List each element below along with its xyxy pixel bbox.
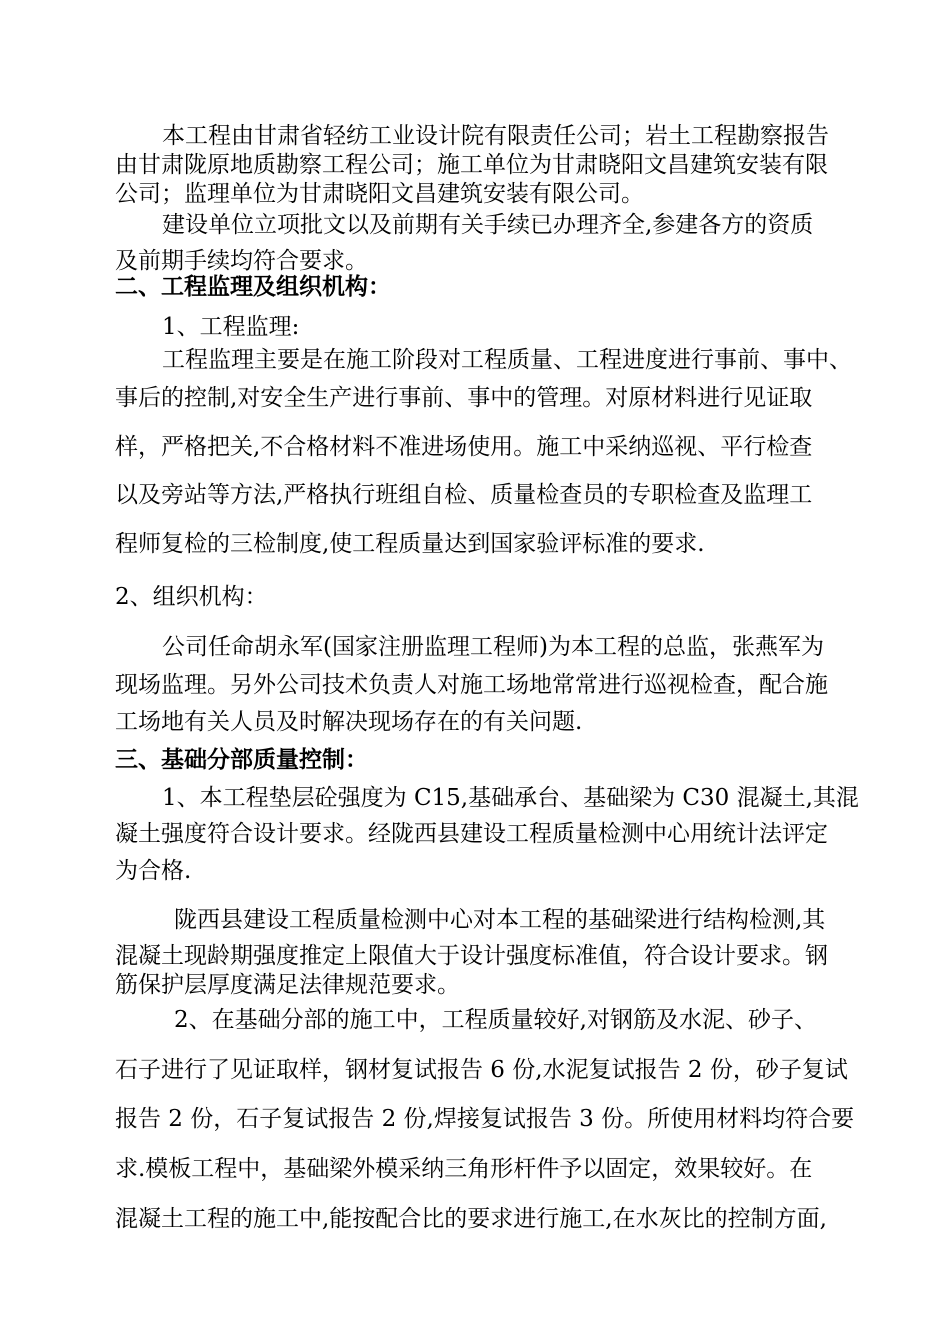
paragraph-line: 凝土强度符合设计要求。经陇西县建设工程质量检测中心用统计法评定: [115, 821, 828, 847]
paragraph-line: 本工程由甘肃省轻纺工业设计院有限责任公司；岩土工程勘察报告: [162, 123, 829, 149]
paragraph-line: 为合格.: [115, 858, 192, 884]
section-heading: 二、工程监理及组织机构：: [115, 273, 391, 300]
paragraph-line: 建设单位立项批文以及前期有关手续已办理齐全,参建各方的资质: [162, 212, 814, 238]
paragraph-line: 及前期手续均符合要求。: [115, 248, 368, 274]
paragraph-line: 混凝土现龄期强度推定上限值大于设计强度标准值，符合设计要求。钢: [115, 943, 828, 969]
paragraph-line: 1、本工程垫层砼强度为 C15,基础承台、基础梁为 C30 混凝土,其混: [162, 785, 859, 811]
paragraph-line: 陇西县建设工程质量检测中心对本工程的基础梁进行结构检测,其: [174, 907, 826, 933]
paragraph-line: 公司；监理单位为甘肃晓阳文昌建筑安装有限公司。: [115, 181, 644, 207]
paragraph-line: 混凝土工程的施工中,能按配合比的要求进行施工,在水灰比的控制方面,: [115, 1206, 827, 1232]
paragraph-line: 工程监理主要是在施工阶段对工程质量、工程进度进行事前、事中、: [162, 347, 852, 373]
subsection-title: 2、组织机构：: [115, 584, 268, 610]
subsection-title: 1、工程监理:: [162, 314, 300, 340]
paragraph-line: 2、在基础分部的施工中，工程质量较好,对钢筋及水泥、砂子、: [174, 1007, 817, 1033]
paragraph-line: 现场监理。另外公司技术负责人对施工场地常常进行巡视检查，配合施: [115, 672, 828, 698]
paragraph-line: 事后的控制,对安全生产进行事前、事中的管理。对原材料进行见证取: [115, 385, 813, 411]
section-heading: 三、基础分部质量控制：: [115, 746, 368, 773]
paragraph-line: 由甘肃陇原地质勘察工程公司；施工单位为甘肃晓阳文昌建筑安装有限: [115, 152, 828, 178]
paragraph-line: 公司任命胡永军(国家注册监理工程师)为本工程的总监，张燕军为: [162, 634, 824, 660]
paragraph-line: 筋保护层厚度满足法律规范要求。: [115, 972, 460, 998]
paragraph-line: 报告 2 份，石子复试报告 2 份,焊接复试报告 3 份。所使用材料均符合要: [115, 1106, 855, 1132]
paragraph-line: 石子进行了见证取样，钢材复试报告 6 份,水泥复试报告 2 份，砂子复试: [115, 1057, 848, 1083]
paragraph-line: 程师复检的三检制度,使工程质量达到国家验评标准的要求.: [115, 531, 705, 557]
paragraph-line: 求.模板工程中，基础梁外模采纳三角形杆件予以固定，效果较好。在: [115, 1156, 813, 1182]
paragraph-line: 以及旁站等方法,严格执行班组自检、质量检查员的专职检查及监理工: [115, 482, 813, 508]
paragraph-line: 工场地有关人员及时解决现场存在的有关问题.: [115, 709, 583, 735]
paragraph-line: 样，严格把关,不合格材料不准进场使用。施工中采纳巡视、平行检查: [115, 434, 813, 460]
